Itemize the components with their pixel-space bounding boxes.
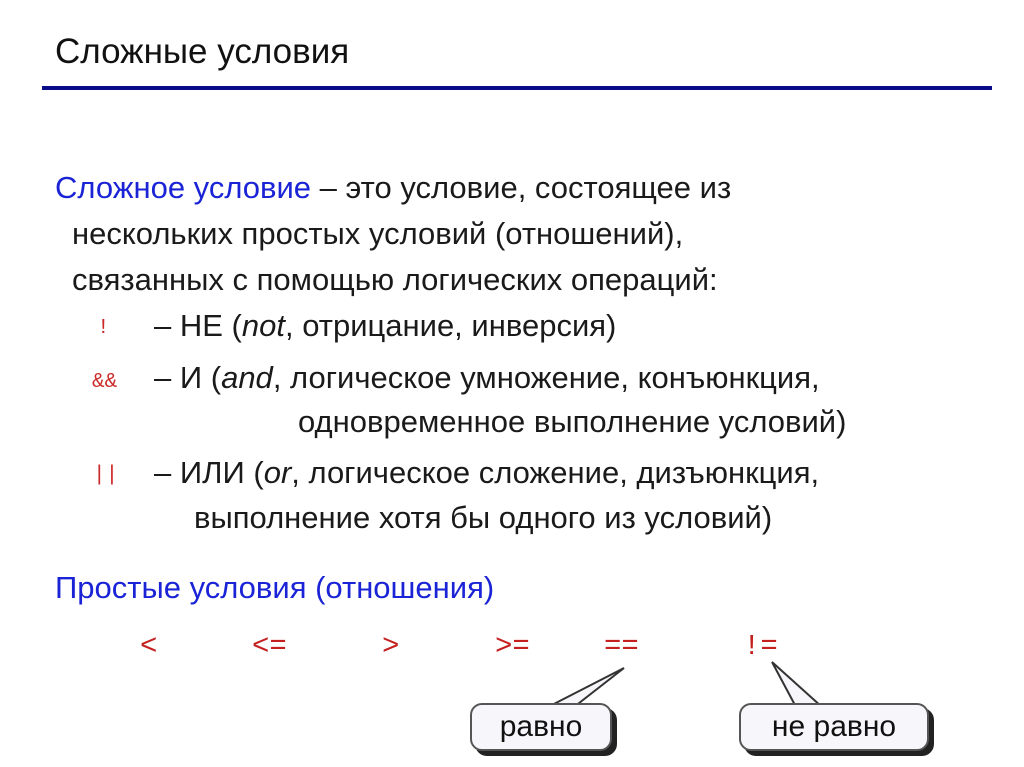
- definition-line-2: нескольких простых условий (отношений),: [72, 216, 684, 251]
- callout-not-equal: не равно: [739, 703, 929, 751]
- relation-equal: ==: [604, 630, 639, 663]
- operation-and-dash: – И (: [154, 360, 222, 395]
- operation-or-continuation: выполнение хотя бы одного из условий): [194, 500, 773, 535]
- callout-equal: равно: [470, 703, 612, 751]
- simple-conditions-heading: Простые условия (отношения): [55, 570, 495, 605]
- relation-less-equal: <=: [252, 630, 287, 663]
- slide-title: Сложные условия: [55, 32, 350, 71]
- operation-and-word: and: [221, 360, 273, 395]
- operation-or-dash: – ИЛИ (: [154, 455, 264, 490]
- relation-greater-equal: >=: [495, 630, 530, 663]
- definition-term: Сложное условие: [55, 170, 312, 205]
- operation-not-word: not: [241, 308, 285, 343]
- operation-and-desc: , логическое умножение, конъюнкция,: [272, 360, 820, 395]
- operator-or: ||: [93, 464, 119, 487]
- callout-pointer-not-equal: [772, 662, 822, 707]
- operator-and: &&: [92, 371, 118, 394]
- relation-less: <: [140, 630, 158, 663]
- operation-or-word: or: [263, 455, 292, 490]
- relation-not-equal: !=: [743, 630, 778, 663]
- definition-line-3: связанных с помощью логических операций:: [72, 262, 718, 297]
- operation-and-continuation: одновременное выполнение условий): [298, 404, 847, 439]
- operation-or-desc: , логическое сложение, дизъюнкция,: [291, 455, 820, 490]
- operation-not-dash: – НЕ (: [154, 308, 242, 343]
- operation-not-desc: , отрицание, инверсия): [284, 308, 617, 343]
- operator-not: !: [97, 317, 110, 340]
- callout-pointer-equal: [548, 668, 624, 707]
- definition-rest: – это условие, состоящее из: [311, 170, 732, 205]
- relation-greater: >: [382, 630, 400, 663]
